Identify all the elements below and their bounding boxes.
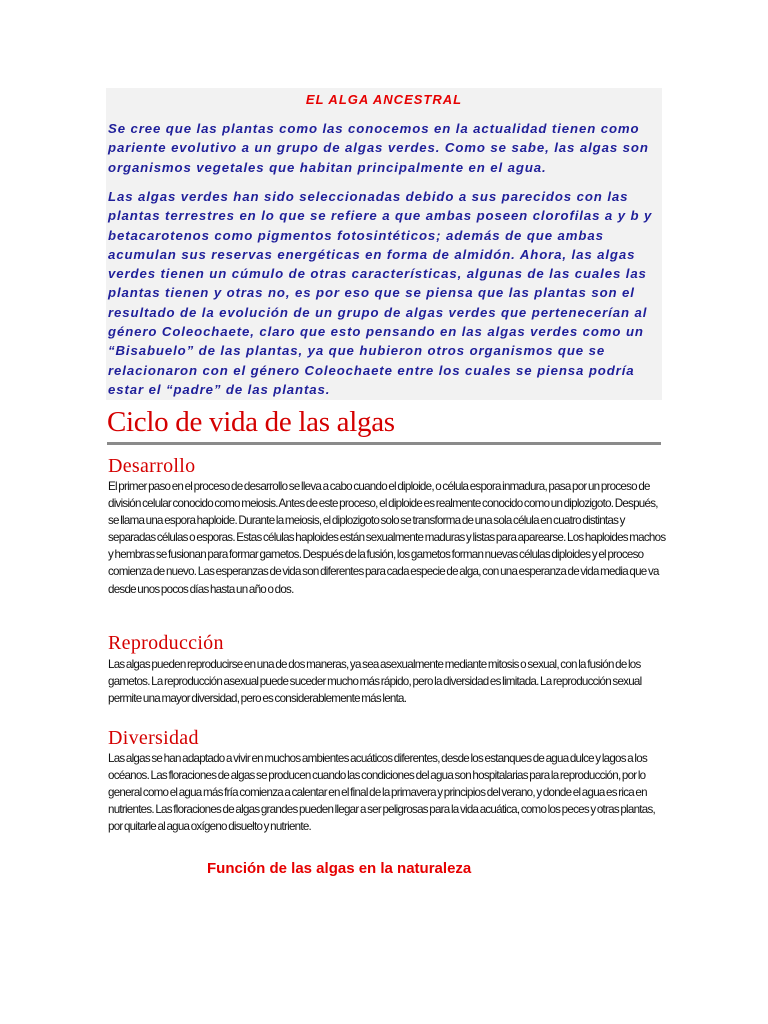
- section-heading-reproduccion: Reproducción: [108, 632, 224, 654]
- intro-paragraph-1: Se cree que las plantas como las conocemos en la actualidad tienen como pariente evolutivo a un grupo de algas verdes. Como se sabe, las algas son organismos vegetales que habitan principalmente en el agua.: [108, 121, 649, 175]
- intro-paragraph-2: Las algas verdes han sido seleccionadas debido a sus parecidos con las plantas terrestres en lo que se refiere a que ambas poseen clorofilas a y b y betacarotenos como pigmentos fotosintéticos; además de que ambas acumulan sus reservas energéticas en forma de almidón. Ahora, las algas verdes tienen un cúmulo de otras características, algunas de las cuales las plantas tienen y otras no, es por eso que se piensa que las plantas son el resultado de la evolución de un grupo de algas verdes que pertenecerían al género Coleochaete, claro que esto pensando en las algas verdes como un “Bisabuelo” de las plantas, ya que hubieron otros organismos que se relacionaron con el género Coleochaete entre los cuales se piensa podría estar el “padre” de las plantas.: [108, 189, 653, 397]
- section-heading-desarrollo: Desarrollo: [108, 455, 196, 477]
- section-text-reproduccion: Las algas pueden reproducirse en una de dos maneras, ya sea asexualmente mediante mitosis o sexual, con la fusión de los gametos. La reproducción asexual puede suceder mucho más rápido, pero la diversidad es limitada. La reproducción sexual permite una mayor diversidad, pero es considerablemente más lenta.: [108, 658, 642, 706]
- heading-divider: [107, 442, 661, 445]
- intro-box-title: EL ALGA ANCESTRAL: [305, 92, 463, 107]
- section-heading-diversidad: Diversidad: [108, 727, 199, 749]
- section-text-desarrollo: El primer paso en el proceso de desarrollo se lleva a cabo cuando el diploide, o célula espora inmadura, pasa por un proceso de división celular conocido como meiosis. Antes de este proceso, el diploide es realmente conocido como un diplozigoto. Después, se llama una espora haploide. Durante la meiosis, el diplozigoto solo se transforma de una sola célula en cuatro distintas y separadas células o esporas. Estas células haploides están sexualmente maduras y listas para aparearse. Los haploides machos y hembras se fusionan para formar gametos. Después de la fusión, los gametos forman nuevas células diploides y el proceso comienza de nuevo. Las esperanzas de vida son diferentes para cada especie de alga, con una esperanza de vida media que va desde unos pocos días hasta un año o dos.: [108, 480, 666, 596]
- footer-heading: Función de las algas en la naturaleza: [207, 860, 472, 877]
- main-heading: Ciclo de vida de las algas: [107, 406, 395, 438]
- section-text-diversidad: Las algas se han adaptado a vivir en muchos ambientes acuáticos diferentes, desde los estanques de agua dulce y lagos a los océanos. Las floraciones de algas se producen cuando las condiciones del agua son hospitalarias para la reproducción, por lo general como el agua más fría comienza a calentar en el final de la primavera y principios del verano, y donde el agua es rica en nutrientes. Las floraciones de algas grandes pueden llegar a ser peligrosas para la vida acuática, como los peces y otras plantas, por quitarle al agua oxígeno disuelto y nutriente.: [108, 752, 655, 834]
